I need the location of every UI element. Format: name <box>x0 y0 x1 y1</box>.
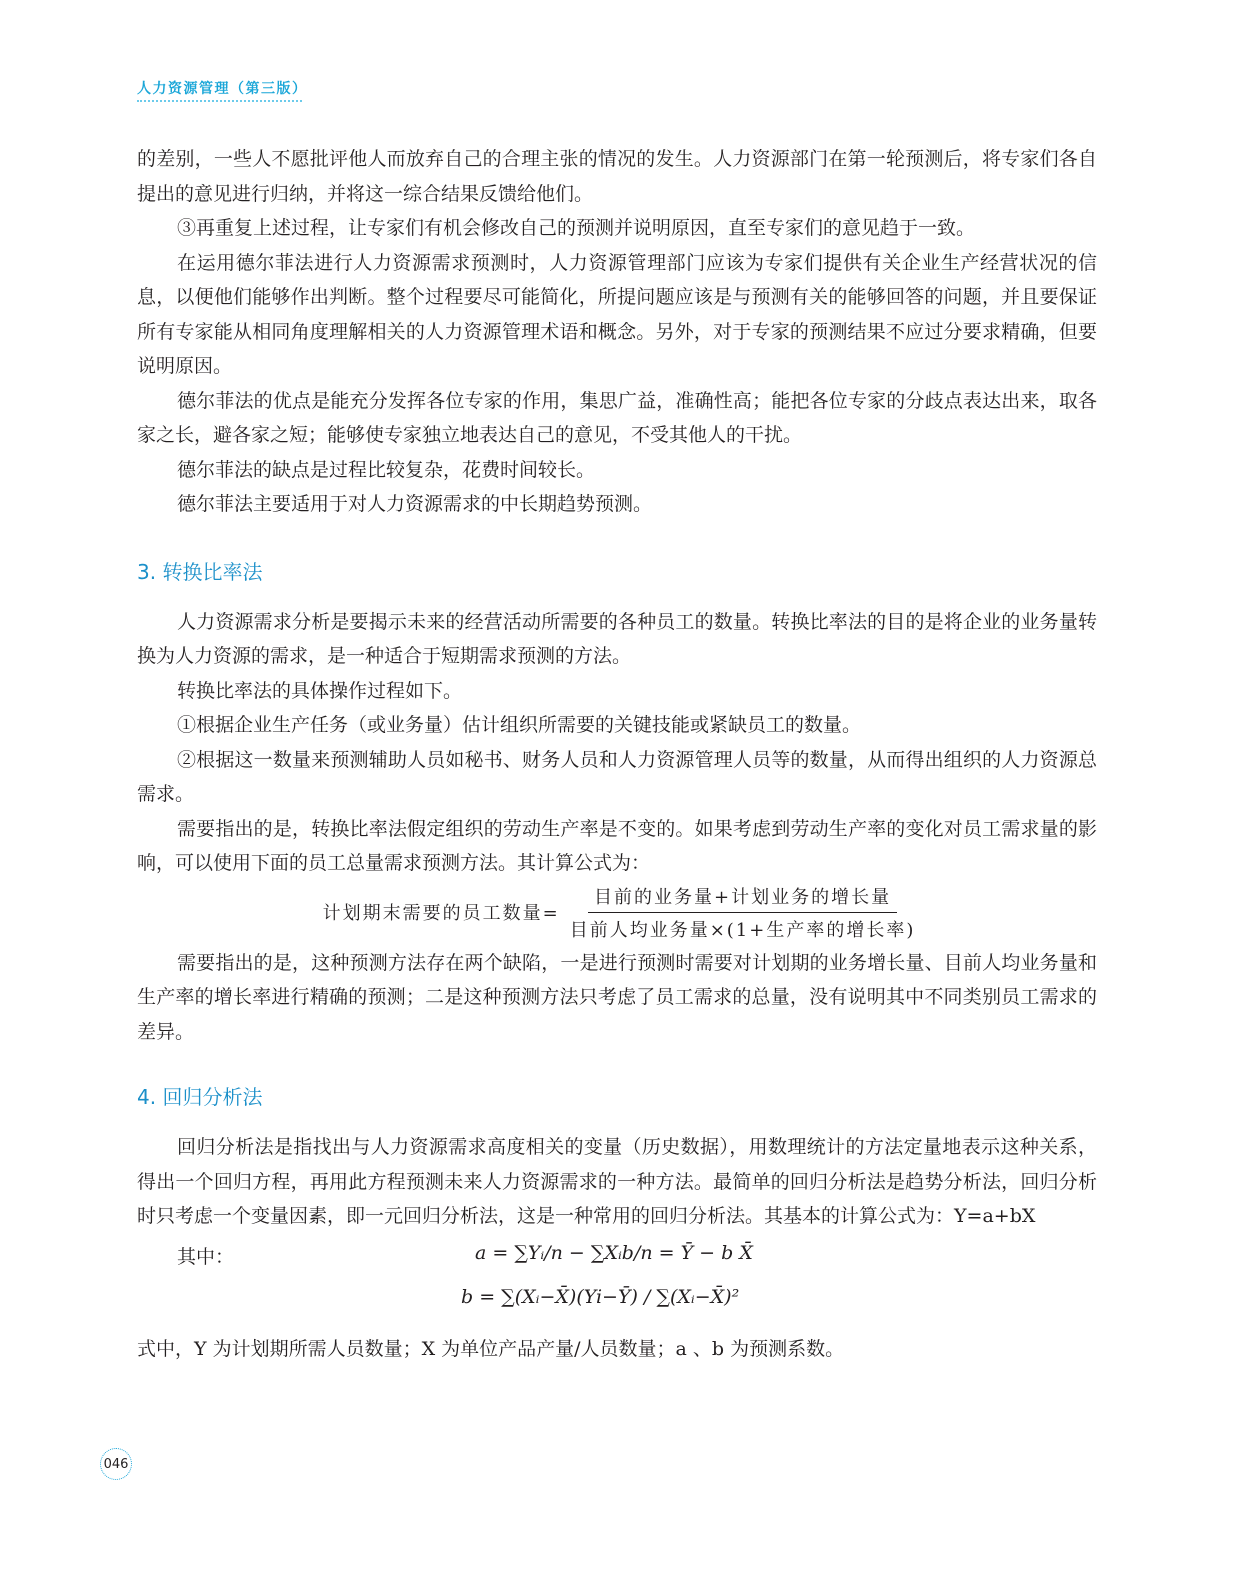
header-divider <box>137 100 302 102</box>
paragraph: 需要指出的是，这种预测方法存在两个缺陷，一是进行预测时需要对计划期的业务增长量、目前人均业务量和生产率的增长率进行精确的预测；二是这种预测方法只考虑了员工需求的总量，没有说明其中不同类别员工需求的差异。 <box>137 951 1097 1043</box>
formula-denominator: 目前人均业务量×(1+生产率的增长率) <box>569 919 916 941</box>
paragraph: 需要指出的是，转换比率法假定组织的劳动生产率是不变的。如果考虑到劳动生产率的变化对员工需求量的影响，可以使用下面的员工总量需求预测方法。其计算公式为： <box>137 817 1097 874</box>
paragraph: 转换比率法的具体操作过程如下。 <box>177 679 463 702</box>
staffing-formula <box>137 883 1097 942</box>
regression-formulas <box>137 1240 1097 1332</box>
paragraph: 的差别，一些人不愿批评他人而放弃自己的合理主张的情况的发生。人力资源部门在第一轮预测后，将专家们各自提出的意见进行归纳，并将这一综合结果反馈给他们。 <box>137 148 1097 205</box>
paragraph: 德尔菲法的优点是能充分发挥各位专家的作用，集思广益，准确性高；能把各位专家的分歧点表达出来，取各家之长，避各家之短；能够使专家独立地表达自己的意见，不受其他人的干扰。 <box>137 389 1097 446</box>
formula-label: 其中： <box>177 1245 235 1268</box>
paragraph: 人力资源需求分析是要揭示未来的经营活动所需要的各种员工的数量。转换比率法的目的是将企业的业务量转换为人力资源的需求，是一种适合于短期需求预测的方法。 <box>137 610 1097 667</box>
formula-lhs: 计划期末需要的员工数量= <box>322 903 560 924</box>
paragraph-definitions: 式中，Y 为计划期所需人员数量；X 为单位产品产量/人员数量；a 、b 为预测系数。 <box>137 1337 845 1360</box>
formula-b: b = ∑(Xᵢ−X̄)(Yi−Ȳ) / ∑(Xᵢ−X̄)² <box>461 1285 740 1308</box>
paragraph: ③再重复上述过程，让专家们有机会修改自己的预测并说明原因，直至专家们的意见趋于一致。 <box>177 217 976 239</box>
running-header: 人力资源管理（第三版） <box>137 81 308 97</box>
paragraph: 德尔菲法主要适用于对人力资源需求的中长期趋势预测。 <box>177 493 653 515</box>
page-content <box>137 142 1097 1366</box>
paragraph: 在运用德尔菲法进行人力资源需求预测时，人力资源管理部门应该为专家们提供有关企业生产经营状况的信息，以便他们能够作出判断。整个过程要尽可能简化，所提问题应该是与预测有关的能够回答的问题，并且要保证所有专家能从相同角度理解相关的人力资源管理术语和概念。另外，对于专家的预测结果不应过分要求精确，但要说明原因。 <box>137 251 1097 377</box>
paragraph: ①根据企业生产任务（或业务量）估计组织所需要的关键技能或紧缺员工的数量。 <box>177 714 862 736</box>
formula-fraction <box>564 883 922 942</box>
paragraph: 德尔菲法的缺点是过程比较复杂，花费时间较长。 <box>177 458 596 481</box>
paragraph: ②根据这一数量来预测辅助人员如秘书、财务人员和人力资源管理人员等的数量，从而得出组织的人力资源总需求。 <box>137 748 1097 805</box>
section-heading-conversion-ratio: 3. 转换比率法 <box>137 559 263 584</box>
section-heading-regression: 4. 回归分析法 <box>137 1085 263 1109</box>
formula-numerator: 目前的业务量+计划业务的增长量 <box>588 883 897 913</box>
formula-a: a = ∑Yᵢ/n − ∑Xᵢb/n = Ȳ − b X̄ <box>475 1241 753 1264</box>
page-number: 046 <box>100 1448 132 1480</box>
paragraph: 回归分析法是指找出与人力资源需求高度相关的变量（历史数据），用数理统计的方法定量地表示这种关系，得出一个回归方程，再用此方程预测未来人力资源需求的一种方法。最简单的回归分析法是趋势分析法，回归分析时只考虑一个变量因素，即一元回归分析法，这是一种常用的回归分析法。其基本的计算公式为：Y=a+bX <box>137 1136 1097 1227</box>
